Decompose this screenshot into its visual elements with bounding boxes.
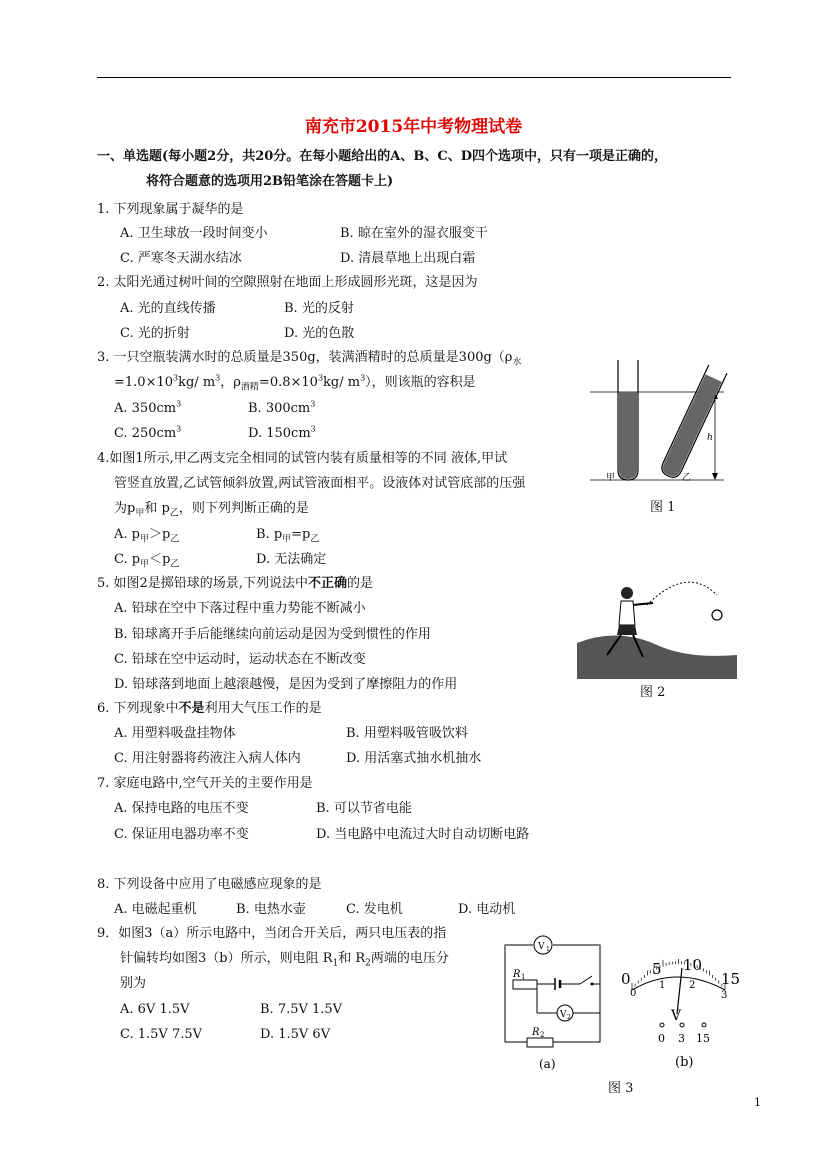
outer-tick-5: 5: [652, 960, 662, 978]
figure-1-caption: 图 1: [650, 500, 676, 515]
terminal-15: [702, 1023, 706, 1027]
svg-text:V: V: [538, 942, 545, 952]
q5-option-c: C. 铅球在空中运动时，运动状态在不断改变: [114, 652, 366, 667]
resistor-r2: [527, 1038, 553, 1047]
switch: [580, 976, 592, 984]
q1-option-c: C. 严寒冬天湖水结冰: [120, 251, 242, 266]
q9-option-b: B. 7.5V 1.5V: [260, 1002, 343, 1017]
label-yi: 乙: [682, 473, 692, 483]
q1-stem: 1. 下列现象属于凝华的是: [97, 202, 244, 217]
q1-option-b: B. 晾在室外的湿衣服变干: [340, 226, 488, 241]
terminal-3: [680, 1023, 684, 1027]
terminal-0: [660, 1023, 664, 1027]
q8-option-c: C. 发电机: [346, 902, 403, 917]
q3-stem-line2: $=1.0\times 10^3kg/$ $m^3$，$\rho_{酒精}=0.8\times 10^3kg/$ $m^3$），则该瓶的容积是: [114, 373, 476, 393]
svg-text:R: R: [532, 1027, 540, 1038]
q9-option-d: D. 1.5V 6V: [260, 1027, 331, 1042]
svg-text:R: R: [513, 969, 521, 980]
q3-stem-line1: 3. 一只空瓶装满水时的总质量是350g，装满酒精时的总质量是$300g(\rho_水$: [97, 350, 522, 368]
inner-tick-3: 3: [721, 990, 728, 1001]
figure-3-caption: 图 3: [608, 1081, 634, 1096]
q8-option-b: B. 电热水壶: [236, 902, 306, 917]
q2-option-a: A. 光的直线传播: [120, 301, 216, 316]
q3-option-b: B. $300cm^3$: [248, 399, 316, 416]
q7-option-d: D. 当电路中电流过大时自动切断电路: [316, 827, 530, 842]
q6-option-a: A. 用塑料吸盘挂物体: [114, 726, 236, 741]
q4-option-d: D. 无法确定: [256, 552, 327, 567]
section-heading-line1: 一、单选题(每小题2分，共20分。在每小题给出的A、B、C、D四个选项中，只有一项是正确的，: [97, 149, 667, 164]
svg-text:1: 1: [521, 973, 526, 981]
figure-1-test-tubes: [590, 358, 740, 488]
inner-tick-1: 1: [659, 980, 666, 991]
svg-text:V: V: [560, 1010, 567, 1020]
svg-text:1: 1: [546, 946, 550, 953]
q9-option-a: A. 6V 1.5V: [120, 1002, 190, 1017]
ground-slope: [577, 635, 737, 679]
q6-option-c: C. 用注射器将药液注入病人体内: [114, 751, 301, 766]
q3-option-d: D. $150cm^3$: [248, 424, 316, 441]
figure-2-shot-put: [577, 575, 737, 679]
svg-text:2: 2: [540, 1031, 545, 1039]
label-jia: 甲: [606, 473, 616, 483]
liquid-jia: [619, 392, 637, 479]
page-title: 南充市2015年中考物理试卷: [304, 117, 523, 137]
figure-3a-label: (a): [539, 1057, 556, 1071]
q6-option-b: B. 用塑料吸管吸饮料: [346, 726, 468, 741]
q4-option-b: B. $p_甲=p_乙$: [256, 527, 320, 545]
q5-option-d: D. 铅球落到地面上越滚越慢，是因为受到了摩擦阻力的作用: [114, 677, 458, 692]
page-number: 1: [754, 1096, 761, 1109]
q4-stem-line2: 管竖直放置,乙试管倾斜放置,两试管液面相平。设液体对试管底部的压强: [114, 476, 526, 491]
q2-option-b: B. 光的反射: [284, 301, 354, 316]
trajectory: [647, 582, 717, 605]
dial-unit: V: [671, 1008, 682, 1024]
tube-yi: [659, 365, 727, 480]
q1-option-a: A. 卫生球放一段时间变小: [120, 226, 268, 241]
q7-option-b: B. 可以节省电能: [316, 801, 412, 816]
section-heading-line2: 将符合题意的选项用2B铅笔涂在答题卡上): [146, 174, 394, 189]
q4-stem-line3: 为$p_甲$和 $p_乙$，则下列判断正确的是: [114, 501, 309, 519]
q5-option-a: A. 铅球在空中下落过程中重力势能不断减小: [114, 601, 366, 616]
q8-stem: 8. 下列设备中应用了电磁感应现象的是: [97, 877, 322, 892]
q9-stem-line1: 9．如图3（a）所示电路中，当闭合开关后，两只电压表的指: [97, 926, 447, 941]
svg-text:2: 2: [567, 1014, 571, 1021]
figure-3a-circuit: [495, 928, 610, 1073]
q4-stem-line1: 4.如图1所示,甲乙两支完全相同的试管内装有质量相等的不同 液体,甲试: [97, 451, 508, 466]
q9-stem-line3: 别为: [120, 976, 147, 991]
q6-option-d: D. 用活塞式抽水机抽水: [346, 751, 482, 766]
header-rule: [97, 77, 731, 78]
q5-option-b: B. 铅球离开手后能继续向前运动是因为受到惯性的作用: [114, 627, 431, 642]
q7-option-c: C. 保证用电器功率不变: [114, 827, 249, 842]
outer-tick-15: 15: [721, 970, 740, 988]
svg-text:15: 15: [696, 1032, 710, 1045]
inner-tick-2: 2: [689, 980, 696, 991]
figure-3b-label: (b): [675, 1055, 694, 1070]
inner-tick-0: 0: [630, 988, 637, 999]
q1-option-d: D. 清晨草地上出现白霜: [340, 251, 476, 266]
dial-ticks: [632, 959, 725, 990]
dial-arc: [632, 977, 725, 990]
q5-stem: 5. 如图2是掷铅球的场景,下列说法中不正确的是: [97, 576, 373, 591]
q8-option-a: A. 电磁起重机: [114, 902, 197, 917]
q2-stem: 2. 太阳光通过树叶间的空隙照射在地面上形成圆形光斑，这是因为: [97, 275, 478, 290]
resistor-r1: [513, 980, 537, 989]
q3-option-c: C. $250cm^3$: [114, 424, 182, 441]
q7-stem: 7. 家庭电路中,空气开关的主要作用是: [97, 776, 313, 791]
svg-text:0: 0: [658, 1032, 665, 1045]
q9-option-c: C. 1.5V 7.5V: [120, 1027, 203, 1042]
q2-option-d: D. 光的色散: [284, 326, 355, 341]
figure-2-caption: 图 2: [640, 685, 666, 700]
q4-option-a: A. $p_甲>p_乙$: [114, 527, 180, 545]
outer-tick-0: 0: [621, 970, 631, 988]
svg-text:3: 3: [678, 1032, 685, 1045]
q4-option-c: C. $p_甲<p_乙$: [114, 552, 180, 570]
h-label: h: [707, 433, 713, 443]
q3-option-a: A. $350cm^3$: [114, 399, 182, 416]
shot-ball: [712, 610, 722, 620]
figure-3b-voltmeter: [615, 952, 740, 1074]
q8-option-d: D. 电动机: [458, 902, 516, 917]
q7-option-a: A. 保持电路的电压不变: [114, 801, 249, 816]
athlete-head: [621, 587, 633, 599]
q9-stem-line2: 针偏转均如图3（b）所示，则电阻 $R_1$和 $R_2$两端的电压分: [120, 951, 449, 969]
outer-tick-10: 10: [683, 956, 703, 974]
q6-stem: 6. 下列现象中不是利用大气压工作的是: [97, 701, 322, 716]
q2-option-c: C. 光的折射: [120, 326, 190, 341]
